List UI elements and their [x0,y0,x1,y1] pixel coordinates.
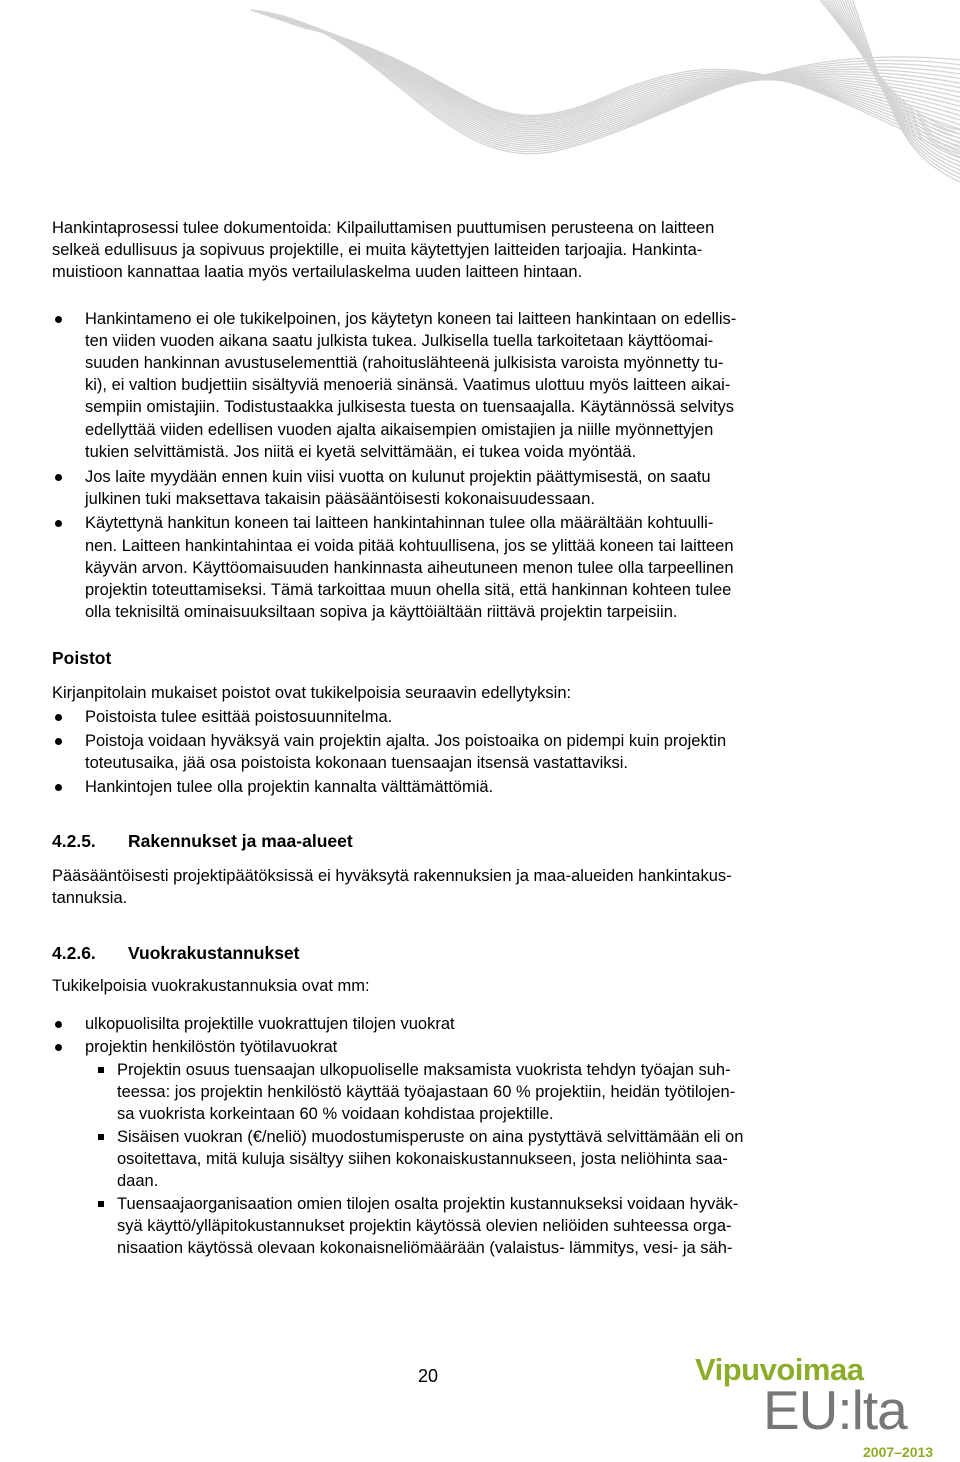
section-number: 4.2.6. [52,943,96,963]
sublist-item-line: daan. [117,1172,159,1190]
bullet-icon [55,316,62,323]
list-item-line: ki), ei valtion budjettiin sisältyviä menoeriä sinänsä. Vaatimus ulottuu myös laitteen aikai- [85,376,731,394]
bullet-icon [55,1044,62,1051]
square-bullet-icon [98,1134,104,1140]
list-item-line: ulkopuolisilta projektille vuokrattujen tilojen vuokrat [85,1015,455,1033]
list-item-line: Käytettynä hankitun koneen tai laitteen hankintahinnan tulee olla määrältään kohtuulli- [85,514,714,532]
list-item-line: projektin toteuttamiseksi. Tämä tarkoittaa muun ohella sitä, että hankinnan kohteen tulee [85,581,732,599]
list-item-line: toteutusaika, jää osa poistoista kokonaan tuensaajan itsensä vastattaviksi. [85,754,629,772]
sublist-item-line: nisaation käytössä olevaan kokonaisneliömäärään (valaistus- lämmitys, vesi- ja säh- [117,1239,733,1257]
list-item-line: edellyttää viiden edellisen vuoden ajalta aikaisempien omistajien ja niille myönnettyjen [85,421,714,439]
section-text-line: tannuksia. [52,889,128,907]
sublist-item-line: Tuensaajaorganisaation omien tilojen osalta projektin kustannukseksi voidaan hyväk- [117,1195,739,1213]
list-item-line: Poistoja voidaan hyväksyä vain projektin ajalta. Jos poistoaika on pidempi kuin projektin [85,732,727,750]
sublist-item-line: sa vuokrista korkeintaan 60 % voidaan kohdistaa projektille. [117,1105,554,1123]
square-bullet-icon [98,1201,104,1207]
list-item-line: Jos laite myydään ennen kuin viisi vuotta on kulunut projektin päättymisestä, on saatu [85,468,711,486]
list-item-line: suuden hankinnan avustuselementtiä (rahoituslähteenä julkisista varoista myönnetty tu- [85,354,724,372]
list-item-line: julkinen tuki maksettava takaisin pääsääntöisesti kokonaisuudessaan. [85,490,595,508]
list-item-line: Hankintameno ei ole tukikelpoinen, jos käytetyn koneen tai laitteen hankintaan on edellis- [85,310,737,328]
bullet-icon [55,714,62,721]
section-text-line: Pääsääntöisesti projektipäätöksissä ei hyväksytä rakennuksien ja maa-alueiden hankintakus- [52,867,732,885]
sublist-item-line: Projektin osuus tuensaajan ulkopuoliselle maksamista vuokrista tehdyn työajan suh- [117,1061,731,1079]
sublist-item-line: osoitettava, mitä kuluja sisältyy siihen kokonaiskustannukseen, josta neliöhinta saa- [117,1150,728,1168]
list-item-line: Poistoista tulee esittää poistosuunnitelma. [85,708,393,726]
page-number: 20 [418,1366,439,1386]
bullet-icon [55,474,62,481]
sublist-item-line: teessa: jos projektin henkilöstö käyttää työajastaan 60 % projektiin, heidän työtilojen- [117,1083,736,1101]
section-title: Rakennukset ja maa-alueet [128,831,353,851]
bullet-icon [55,1021,62,1028]
decorative-wave-graphic [0,0,960,240]
list-item-line: Hankintojen tulee olla projektin kannalta välttämättömiä. [85,778,494,796]
section-intro: Tukikelpoisia vuokrakustannuksia ovat mm: [52,977,370,995]
list-item-line: projektin henkilöstön työtilavuokrat [85,1038,338,1056]
vipuvoimaa-logo [695,1352,935,1462]
list-item-line: käyvän arvon. Käyttöomaisuuden hankinnasta aiheutuneen menon tulee olla tarpeellinen [85,559,734,577]
bullet-icon [55,784,62,791]
bullet-icon [55,520,62,527]
sublist-item-line: syä käyttö/ylläpitokustannukset projektin käytössä olevien neliöiden suhteessa orga- [117,1217,732,1235]
section-title: Vuokrakustannukset [128,943,300,963]
logo-main-text: EU:lta [763,1379,907,1441]
list-item-line: tukien selvittämistä. Jos niitä ei kyetä selvittämään, ei tukea voida myöntää. [85,443,637,461]
intro-line: muistioon kannattaa laatia myös vertailulaskelma uuden laitteen hintaan. [52,263,583,281]
wave-line [273,18,960,136]
poistot-intro: Kirjanpitolain mukaiset poistot ovat tukikelpoisia seuraavin edellytyksin: [52,684,572,702]
intro-line: Hankintaprosessi tulee dokumentoida: Kilpailuttamisen puuttumisen perusteena on laitteen [52,219,715,237]
sublist-item-line: Sisäisen vuokran (€/neliö) muodostumisperuste on aina pystyttävä selvittämään eli on [117,1128,744,1146]
logo-top-text: Vipuvoimaa [695,1352,864,1387]
list-item-line: olla teknisiltä ominaisuuksiltaan sopiva ja käyttöiältään riittävä projektin tarpeisiin. [85,603,678,621]
poistot-heading: Poistot [52,648,112,668]
wave-line [838,0,960,158]
logo-years-text: 2007–2013 [863,1444,934,1460]
intro-line: selkeä edullisuus ja sopivuus projektille, ei muita käytettyjen laitteiden tarjoajia. Hankinta- [52,241,703,259]
bullet-icon [55,738,62,745]
square-bullet-icon [98,1067,104,1073]
section-number: 4.2.5. [52,831,96,851]
list-item-line: sempiin omistajiin. Todistustaakka julkisesta tuesta on tuensaajalla. Käytännössä selvitys [85,398,735,416]
wave-line [840,0,960,162]
list-item-line: ten viiden vuoden aikana saatu julkista tukea. Julkisella tuella tarkoitetaan käyttöomai- [85,332,714,350]
list-item-line: nen. Laitteen hankintahintaa ei voida pitää kohtuullisena, jos se ylittää koneen tai laitteen [85,537,734,555]
